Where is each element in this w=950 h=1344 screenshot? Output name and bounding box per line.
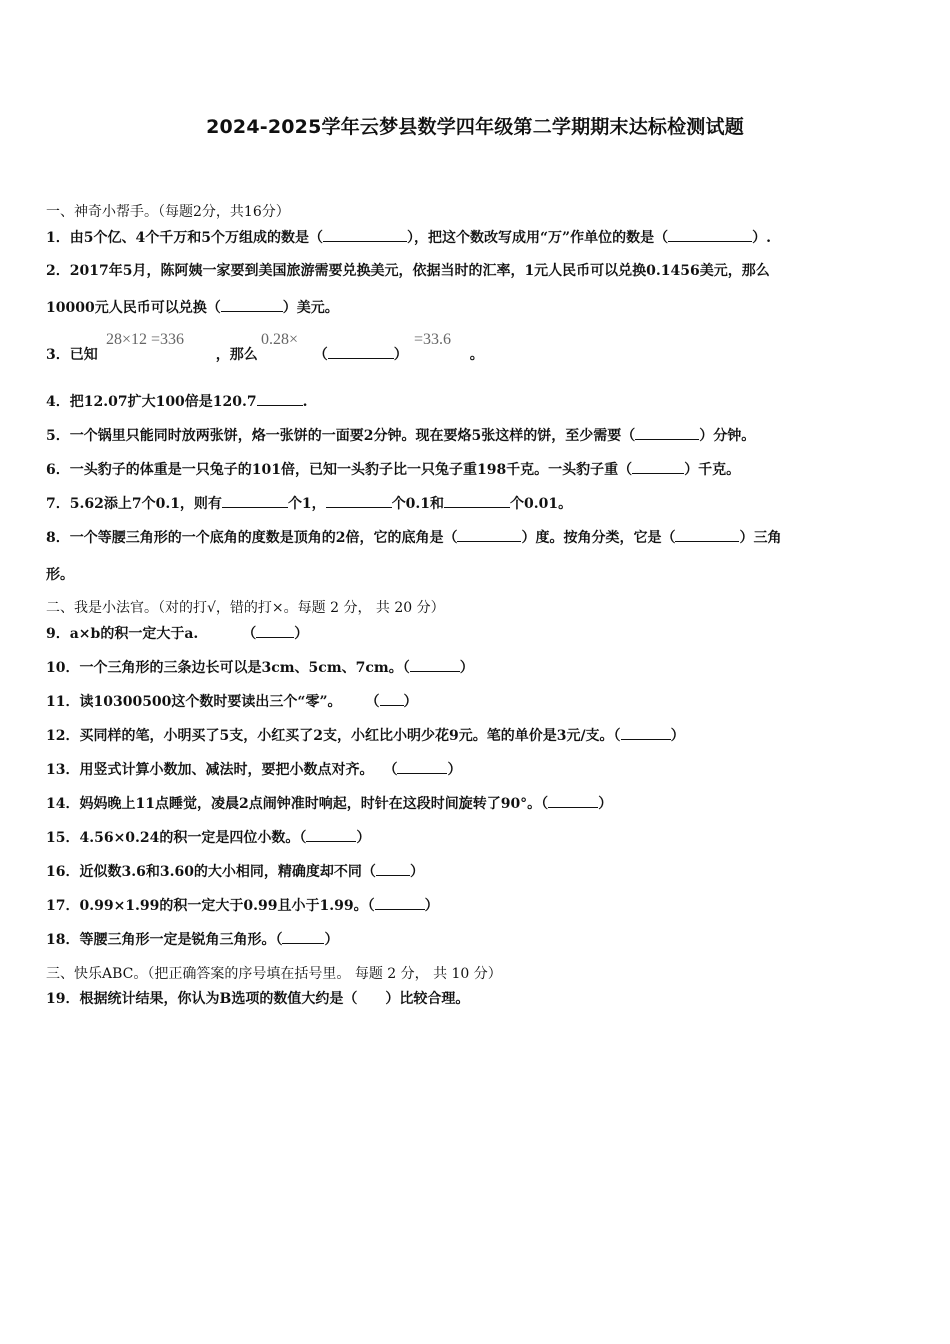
section-1-heading: 一、神奇小帮手。（每题2分，共16分） xyxy=(46,204,290,220)
section-3-heading: 三、快乐ABC。（把正确答案的序号填在括号里。 每题 2 分， 共 10 分） xyxy=(46,966,502,982)
question-15: 15．4.56×0.24的积一定是四位小数。（ ） xyxy=(46,830,371,846)
question-4: 4．把12.07扩大100倍是120.7 . xyxy=(46,394,308,410)
question-5: 5．一个锅里只能同时放两张饼，烙一张饼的一面要2分钟。现在要烙5张这样的饼，至少需要（ ）分钟。 xyxy=(46,428,756,444)
question-1: 1．由5个亿、4个千万和5个万组成的数是（ ），把这个数改写成用“万”作单位的数是（ ）. xyxy=(46,230,771,246)
answer-blank[interactable] xyxy=(380,693,404,706)
equation-result: =33.6 xyxy=(414,331,452,348)
question-12: 12．买同样的笔，小明买了5支，小红买了2支，小红比小明少花9元。笔的单价是3元/支。（ ） xyxy=(46,728,685,744)
answer-blank[interactable] xyxy=(397,761,447,774)
answer-blank[interactable] xyxy=(306,829,356,842)
answer-blank[interactable] xyxy=(635,427,699,440)
answer-blank[interactable] xyxy=(222,495,288,508)
answer-blank[interactable] xyxy=(257,393,303,406)
answer-blank[interactable] xyxy=(323,229,407,242)
answer-blank[interactable] xyxy=(221,299,283,312)
answer-blank[interactable] xyxy=(375,897,425,910)
question-8-line-2: 形。 xyxy=(46,567,74,583)
answer-blank[interactable] xyxy=(328,346,394,359)
question-16: 16．近似数3.6和3.60的大小相同，精确度却不同（ ） xyxy=(46,864,424,880)
answer-blank[interactable] xyxy=(410,659,460,672)
question-10: 10．一个三角形的三条边长可以是3cm、5cm、7cm。（ ） xyxy=(46,660,474,676)
answer-blank[interactable] xyxy=(326,495,392,508)
equation-part: 0.28× xyxy=(261,331,299,348)
answer-blank[interactable] xyxy=(632,461,684,474)
question-9: 9．a×b的积一定大于a. （ ） xyxy=(46,626,309,642)
question-18: 18．等腰三角形一定是锐角三角形。（ ） xyxy=(46,932,339,948)
question-3: 3．已知 ，那么 （ ） 。 xyxy=(46,347,484,363)
answer-blank[interactable] xyxy=(548,795,598,808)
question-11: 11．读10300500这个数时要读出三个“零”。 （ ） xyxy=(46,694,418,710)
answer-blank[interactable] xyxy=(256,625,294,638)
equation-given: 28×12 =336 xyxy=(106,331,185,348)
question-6: 6．一头豹子的体重是一只兔子的101倍，已知一头豹子比一只兔子重198千克。一头豹子重（ ）千克。 xyxy=(46,462,741,478)
section-2-heading: 二、我是小法官。（对的打√，错的打×。每题 2 分， 共 20 分） xyxy=(46,600,445,616)
question-7: 7．5.62添上7个0.1，则有 个1， 个0.1和 个0.01。 xyxy=(46,496,573,512)
question-14: 14．妈妈晚上11点睡觉，凌晨2点闹钟准时响起，时针在这段时间旋转了90°。（ ） xyxy=(46,796,613,812)
page-title: 2024-2025学年云梦县数学四年级第二学期期末达标检测试题 xyxy=(206,116,744,138)
question-17: 17．0.99×1.99的积一定大于0.99且小于1.99。（ ） xyxy=(46,898,439,914)
answer-blank[interactable] xyxy=(668,229,752,242)
question-13: 13．用竖式计算小数加、减法时，要把小数点对齐。 （ ） xyxy=(46,762,462,778)
answer-blank[interactable] xyxy=(444,495,510,508)
answer-blank[interactable] xyxy=(675,529,739,542)
answer-blank[interactable] xyxy=(282,931,324,944)
answer-blank[interactable] xyxy=(376,863,410,876)
question-8-line-1: 8．一个等腰三角形的一个底角的度数是顶角的2倍，它的底角是（ ）度。按角分类，它是（ ）三角 xyxy=(46,530,782,546)
question-2-line-2: 10000元人民币可以兑换（ ）美元。 xyxy=(46,300,339,316)
answer-blank[interactable] xyxy=(621,727,671,740)
question-19: 19．根据统计结果，你认为B选项的数值大约是（ ）比较合理。 xyxy=(46,991,470,1007)
question-2-line-1: 2．2017年5月，陈阿姨一家要到美国旅游需要兑换美元，依据当时的汇率，1元人民币可以兑换0.1456美元，那么 xyxy=(46,263,770,279)
answer-blank[interactable] xyxy=(457,529,521,542)
